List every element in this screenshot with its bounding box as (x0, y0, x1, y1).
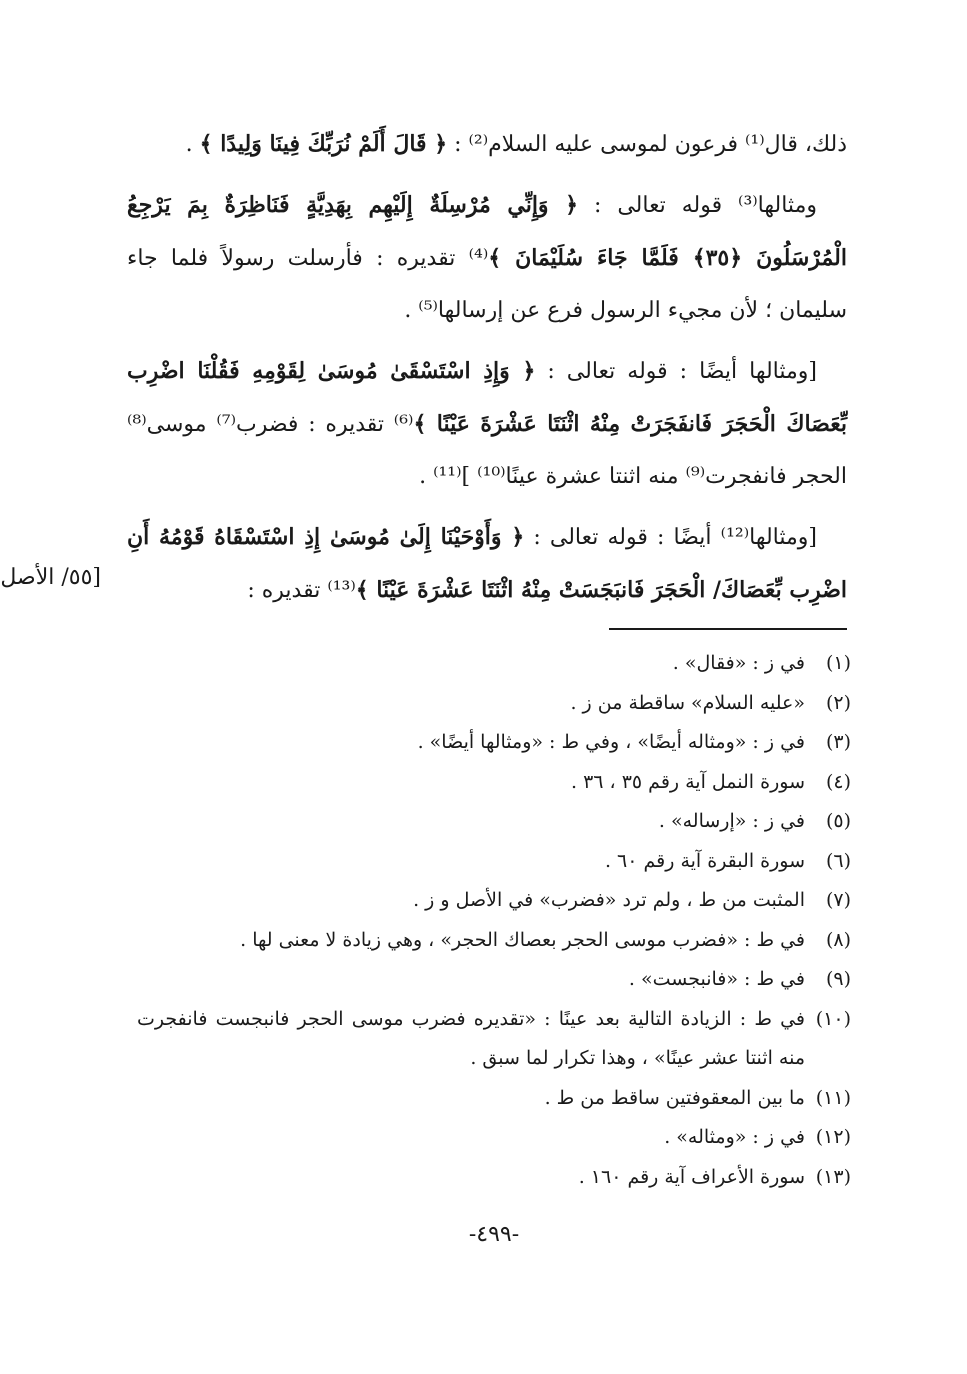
footnote (137, 881, 851, 921)
quran-verse: ﴿ قَالَ أَلَمْ نُرَبِّكَ فِينَا وَلِيدًا ﴾ (199, 131, 448, 157)
quran-verse: ﴿ وَإِنِّي مُرْسِلَةٌ إِلَيْهِم بِهَدِيَّةٍ فَنَاظِرَةٌ بِمَ يَرْجِعُ الْمُرْسَلُونَ ﴿٣٥﴾ فَلَمَّا جَاءَ سُلَيْمَانَ ﴾ (127, 192, 847, 271)
footnote-text: سورة البقرة آية رقم ٦٠ . (604, 849, 805, 872)
footnote (137, 723, 851, 763)
footnote-separator (609, 628, 847, 630)
footnote-number: (٧) (825, 889, 851, 911)
footnote (137, 644, 851, 684)
quran-verse: ﴿ وَأَوْحَيْنَا إِلَىٰ مُوسَىٰ إِذِ اسْتَسْقَاهُ قَوْمُهُ أَنِ اضْرِب بِّعَصَاكَ/ الْحَجَرَ فَانبَجَسَتْ مِنْهُ اثْنَتَا عَشْرَةَ عَيْنًا ﴾ (127, 524, 847, 603)
footnote (137, 1118, 851, 1158)
footnote (137, 1079, 851, 1119)
footnotes (137, 644, 851, 1197)
footnote-number: (١١) (815, 1086, 851, 1109)
paragraph-text: ذلك، قال⁽¹⁾ فرعون لموسى عليه السلام⁽²⁾ : (447, 132, 847, 157)
margin-note: [٥٥/ الأصل (0, 565, 101, 590)
main-text (127, 118, 847, 625)
footnote-text: سورة الأعراف آية رقم ١٦٠ . (578, 1165, 805, 1188)
paragraph-4 (127, 511, 847, 617)
footnote-text: في ز : «إرساله» . (658, 810, 805, 832)
footnote-text: في ز : «ومثاله أيضًا» ، وفي ط : «ومثالها أيضًا» . (417, 731, 805, 753)
footnote-number: (٥) (825, 810, 851, 832)
footnote-number: (٢) (825, 691, 851, 714)
footnote (137, 1158, 851, 1198)
footnote-text: في ط : الزيادة التالية بعد عينًا : «تقديره فضرب موسى الحجر فانبجست فانفجرت منه اثنتا عشر عينًا» ، وهذا تكرار لما سبق . (137, 1007, 805, 1069)
footnote-text: المثبت من ط ، ولم ترد «فضرب» في الأصل و ز . (413, 889, 805, 911)
footnote-number: (٦) (825, 849, 851, 872)
paragraph-text: [ومثالها أيضًا : قوله تعالى : (535, 359, 817, 384)
footnote (137, 921, 851, 961)
footnote-text: ما بين المعقوفتين ساقط من ط . (544, 1086, 805, 1109)
footnote-text: سورة النمل آية رقم ٣٥ ، ٣٦ . (570, 770, 805, 793)
footnote (137, 842, 851, 882)
footnote (137, 960, 851, 1000)
footnote-number: (٨) (825, 928, 851, 951)
footnote-text: «عليه السلام» ساقطة من ز . (570, 691, 805, 714)
footnote (137, 802, 851, 842)
footnote-text: في ز : «فقال» . (672, 652, 805, 674)
footnote (137, 684, 851, 724)
paragraph-text: ⁽⁶⁾ تقديره : فضرب⁽⁷⁾ موسى⁽⁸⁾ الحجر فانفجرت⁽⁹⁾ منه اثنتا عشرة عينًا⁽¹⁰⁾ ]⁽¹¹⁾ . (127, 412, 847, 489)
footnote-number: (٤) (825, 770, 851, 793)
quran-verse: ﴿ وَإِذِ اسْتَسْقَىٰ مُوسَىٰ لِقَوْمِهِ فَقُلْنَا اضْرِب بِّعَصَاكَ الْحَجَرَ فَانفَجَرَتْ مِنْهُ اثْنَتَا عَشْرَةَ عَيْنًا ﴾ (127, 358, 847, 437)
footnote-text: في ط : «فانبجست» . (628, 968, 805, 990)
footnote-number: (١٣) (815, 1165, 851, 1188)
footnote-number: (١٢) (815, 1126, 851, 1148)
footnote-number: (٩) (825, 968, 851, 990)
paragraph-3 (127, 345, 847, 503)
paragraph-text: [ومثالها⁽¹²⁾ أيضًا : قوله تعالى : (524, 525, 818, 550)
paragraph-text: . (185, 132, 200, 157)
footnote-number: (١٠) (815, 1007, 851, 1030)
paragraph-text: ⁽¹³⁾ تقديره : (247, 578, 356, 603)
paragraph-text: ومثالها⁽³⁾ قوله تعالى : (578, 193, 817, 218)
paragraph-text: ⁽⁴⁾ تقديره : فأرسلت رسولاً فلما جاء سليمان ؛ لأن مجيء الرسول فرع عن إرسالها⁽⁵⁾ . (127, 246, 847, 323)
footnote-number: (١) (825, 652, 851, 674)
paragraph-2 (127, 179, 847, 337)
paragraph-1 (127, 118, 847, 171)
page-number: -٤٩٩- (468, 1222, 520, 1247)
footnote-text: في ط : «فضرب موسى الحجر بعصاك الحجر» ، وهي زيادة لا معنى لها . (240, 928, 805, 951)
footnote-number: (٣) (825, 731, 851, 753)
footnote (137, 1000, 851, 1079)
footnote-text: في ز : «ومثاله» . (664, 1126, 805, 1148)
footnote (137, 763, 851, 803)
